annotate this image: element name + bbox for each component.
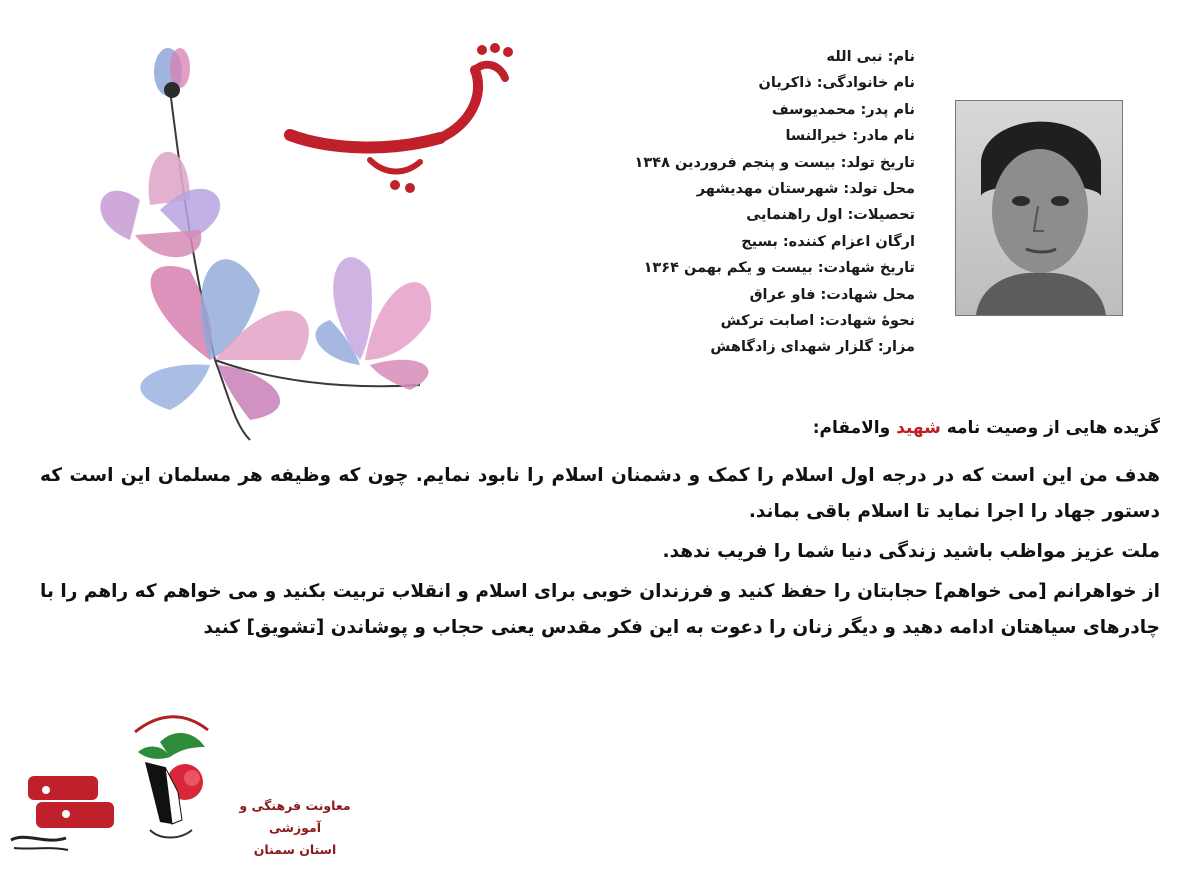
bio-name: نام: نبی الله [826,49,915,65]
bio-education: تحصیلات: اول راهنمایی [746,207,915,224]
will-text [40,458,1160,650]
bio-martyrdom-place: محل شهادت: فاو عراق [749,286,915,303]
shahid-calligraphy [270,40,530,210]
martyr-bio [575,44,915,361]
bio-grave: مزار: گلزار شهدای زادگاهش [710,339,915,356]
bio-martyrdom-date: تاریخ شهادت: بیست و یکم بهمن ۱۳۶۴ [643,260,915,277]
svg-text:شهید: شهید [270,40,273,41]
portrait-photo [955,100,1123,316]
bio-birth-date: تاریخ تولد: بیست و پنجم فروردین ۱۳۴۸ [634,154,915,171]
org-line-2: استان سمنان [253,842,337,857]
bio-mother: نام مادر: خیرالنسا [785,128,915,145]
bio-father: نام پدر: محمدیوسف [771,101,915,118]
bio-martyrdom-cause: نحوهٔ شهادت: اصابت ترکش [720,313,915,330]
bio-family-name: نام خانوادگی: ذاکریان [758,75,915,92]
will-paragraph: ملت عزیز مواظب باشید زندگی دنیا شما را فریب ندهد. [662,541,1160,562]
will-paragraph: از خواهرانم [می خواهم] حجابتان را حفظ کنید و فرزندان خوبی برای اسلام و انقلاب تربیت بکنید و می خواهم که راهم را با چادرهای سیاهتان ادامه دهید و دیگر زنان را دعوت به این فکر مقدس یعنی حجاب و پوشاندن [تشویق] کنید [40,581,1160,638]
bio-dispatch-org: ارگان اعزام کننده: بسیج [741,233,915,250]
will-heading [813,418,1160,438]
bio-birth-place: محل تولد: شهرستان مهدیشهر [696,181,915,198]
foundation-emblem-icon [130,712,210,847]
navid-shahed-logo [6,770,124,860]
org-line-1: معاونت فرهنگی و آموزشی [239,798,351,835]
org-caption [215,795,375,861]
will-heading-text: گزیده هایی از وصیت نامه [940,418,1160,438]
will-paragraph: هدف من این است که در درجه اول اسلام را کمک و دشمنان اسلام را نابود نمایم. چون که وظیفه هر مسلمان این است که دستور جهاد را اجرا نماید تا اسلام باقی بماند. [40,465,1160,522]
will-heading-highlight: شهید [896,418,941,438]
will-heading-suffix: والامقام: [812,418,897,438]
